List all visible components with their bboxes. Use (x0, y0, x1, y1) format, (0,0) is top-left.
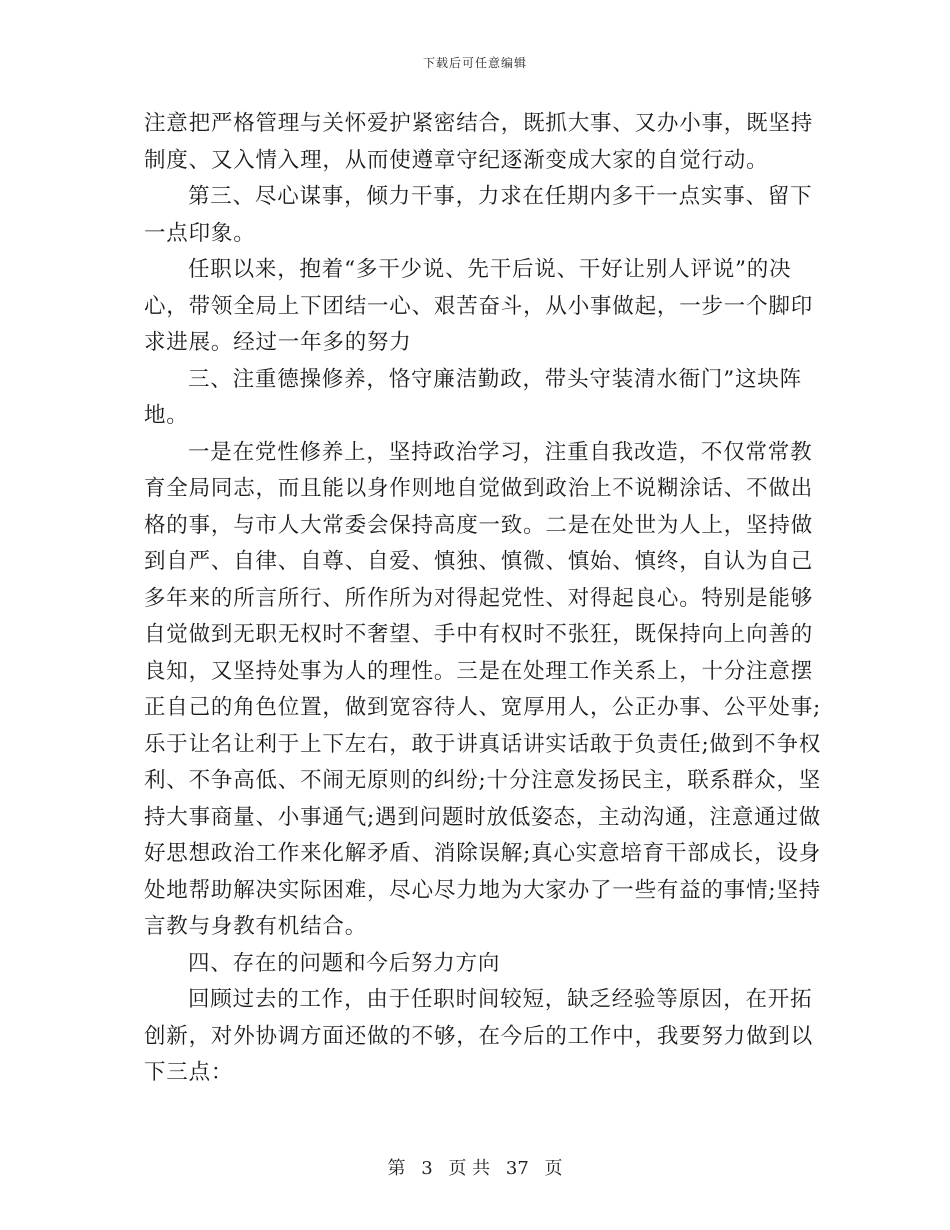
body-line: 持大事商量、小事通气;遇到问题时放低姿态，主动沟通，注意通过做 (144, 804, 822, 830)
body-line: 第三、尽心谋事，倾力干事，力求在任期内多干一点实事、留下 (188, 184, 813, 209)
body-line: 一是在党性修养上，坚持政治学习，注重自我改造，不仅常常教 (188, 439, 813, 465)
body-line: 制度、又入情入理，从而使遵章守纪逐渐变成大家的自觉行动。 (144, 147, 769, 173)
body-line: 格的事，与市人大常委会保持高度一致。二是在处世为人上，坚持做 (144, 512, 814, 538)
body-line: 创新，对外协调方面还做的不够，在今后的工作中，我要努力做到以 (144, 1023, 814, 1049)
current-page-number: 3 (421, 1158, 433, 1179)
body-line: 地。 (144, 403, 189, 428)
body-line: 言教与身教有机结合。 (144, 914, 368, 939)
footer-suffix: 页 (544, 1158, 563, 1179)
page-footer (0, 1154, 950, 1180)
body-line: 任职以来，抱着“多干少说、先干后说、干好让别人评说”的决 (188, 257, 792, 282)
document-body (144, 106, 822, 1092)
body-line: 好思想政治工作来化解矛盾、消除误解;真心实意培育干部成长，设身 (144, 841, 822, 866)
body-line: 多年来的所言所行、所作所为对得起党性、对得起良心。特别是能够 (144, 585, 814, 611)
body-line: 求进展。经过一年多的努力 (144, 330, 412, 355)
body-line: 自觉做到无职无权时不奢望、手中有权时不张狂，既保持向上向善的 (144, 622, 814, 647)
body-line: 三、注重德操修养，恪守廉洁勤政，带头守装清水衙门”这块阵 (188, 366, 802, 392)
body-line: 一点印象。 (144, 220, 256, 246)
body-line: 育全局同志，而且能以身作则地自觉做到政治上不说糊涂话、不做出 (144, 476, 814, 501)
total-page-count: 37 (505, 1158, 529, 1179)
footer-prefix: 第 (387, 1158, 406, 1179)
body-line: 四、存在的问题和今后努力方向 (188, 950, 501, 976)
body-line: 回顾过去的工作，由于任职时间较短，缺乏经验等原因，在开拓 (188, 987, 813, 1012)
body-line: 心，带领全局上下团结一心、艰苦奋斗，从小事做起，一步一个脚印 (144, 293, 814, 319)
body-line: 下三点： (144, 1060, 234, 1085)
body-line: 到自严、自律、自尊、自爱、慎独、慎微、慎始、慎终，自认为自己 (144, 549, 814, 574)
footer-middle: 页 共 (448, 1158, 491, 1179)
body-line: 处地帮助解决实际困难，尽心尽力地为大家办了一些有益的事情;坚持 (144, 877, 822, 903)
page-header: 下载后可任意编辑 (422, 56, 527, 70)
body-line: 利、不争高低、不闹无原则的纠纷;十分注意发扬民主，联系群众，坚 (144, 768, 822, 793)
body-line: 乐于让名让利于上下左右，敢于讲真话讲实话敢于负责任;做到不争权 (144, 731, 822, 757)
body-line: 注意把严格管理与关怀爱护紧密结合，既抓大事、又办小事，既坚持 (144, 111, 814, 136)
body-line: 正自己的角色位置，做到宽容待人、宽厚用人，公正办事、公平处事; (144, 695, 822, 720)
body-line: 良知，又坚持处事为人的理性。三是在处理工作关系上，十分注意摆 (144, 658, 814, 684)
